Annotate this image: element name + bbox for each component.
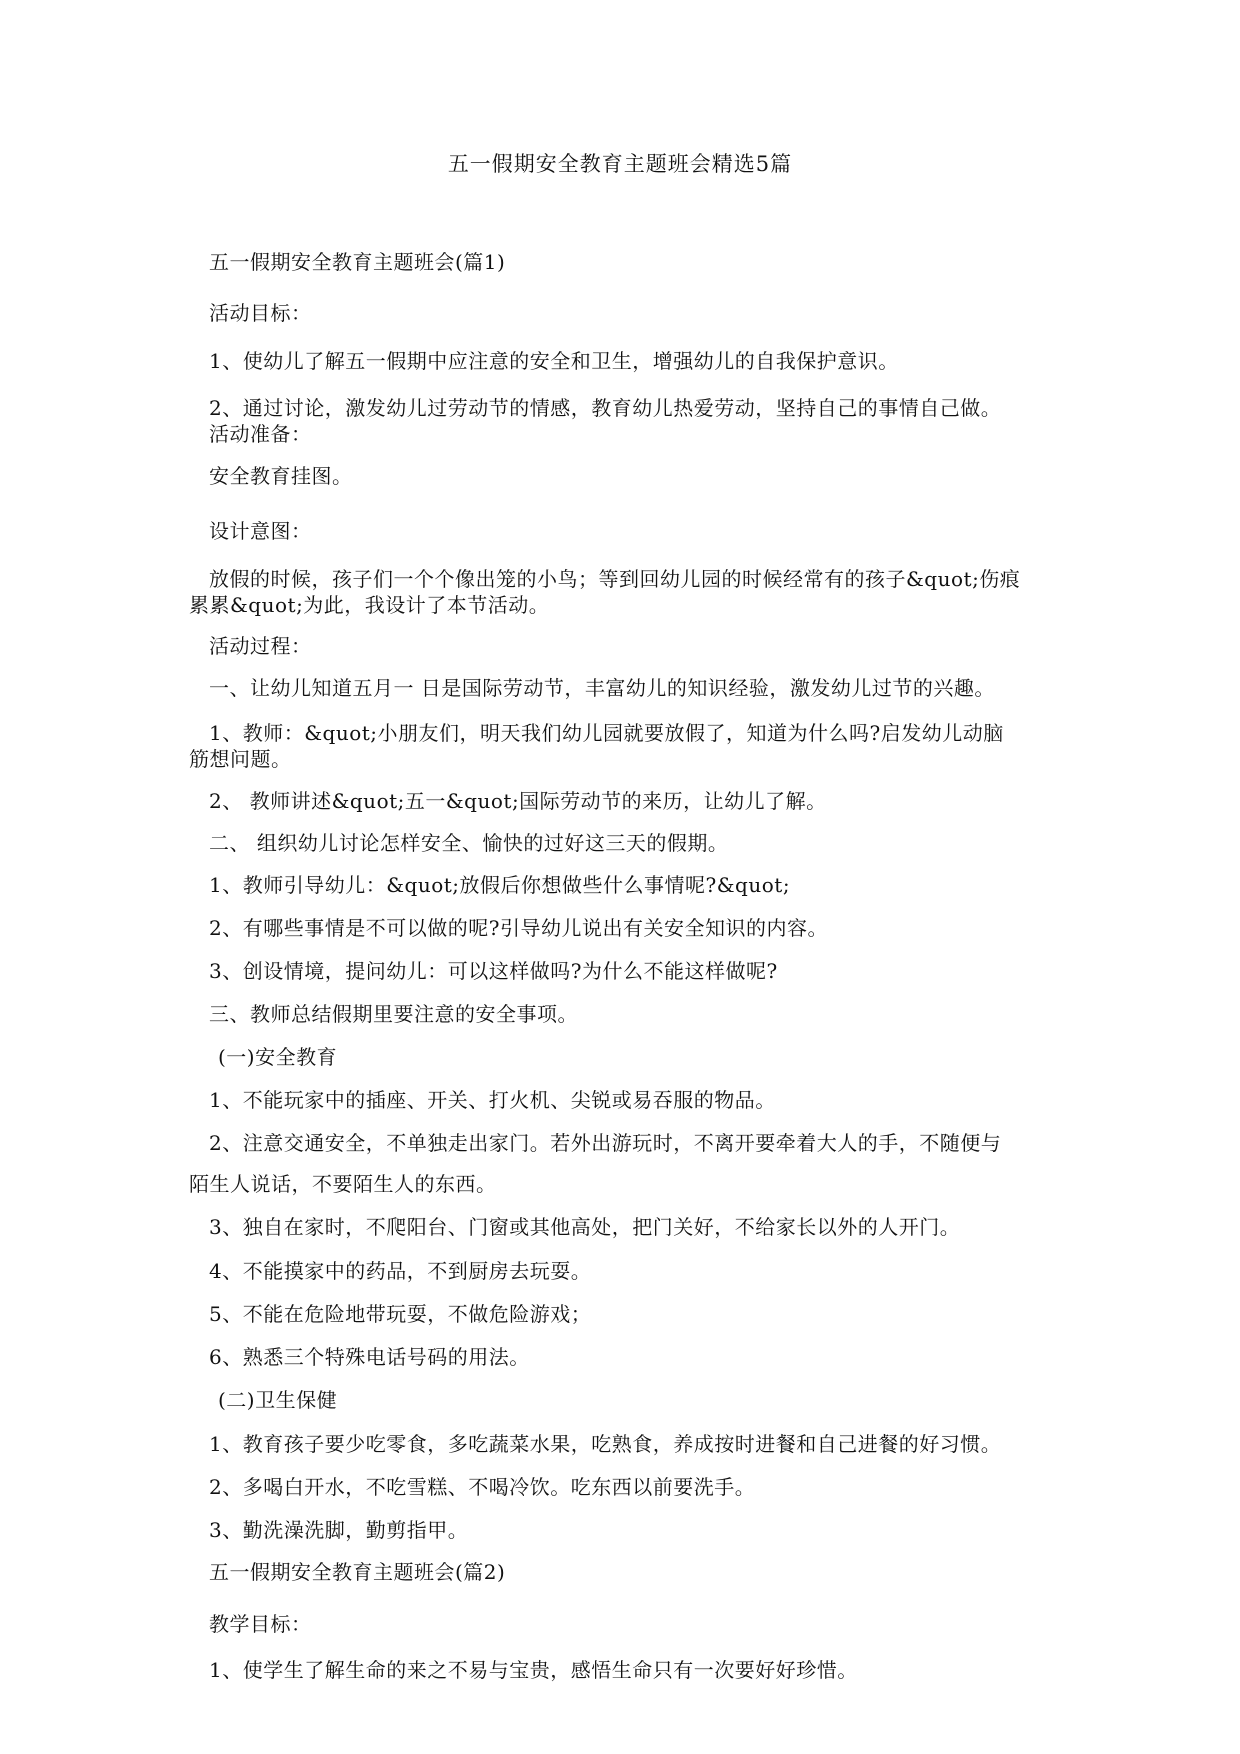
paragraph-line: 活动准备： xyxy=(209,422,312,446)
paragraph-line: 2、通过讨论，激发幼儿过劳动节的情感，教育幼儿热爱劳动，坚持自己的事情自己做。 xyxy=(209,396,1002,420)
paragraph-line: 2、 教师讲述&quot;五一&quot;国际劳动节的来历，让幼儿了解。 xyxy=(209,789,827,813)
paragraph-line: 3、独自在家时，不爬阳台、门窗或其他高处，把门关好，不给家长以外的人开门。 xyxy=(209,1215,961,1239)
paragraph-line: 1、不能玩家中的插座、开关、打火机、尖锐或易吞服的物品。 xyxy=(209,1088,776,1112)
paragraph-line: 2、多喝白开水，不吃雪糕、不喝冷饮。吃东西以前要洗手。 xyxy=(209,1475,756,1499)
paragraph-line: 3、勤洗澡洗脚，勤剪指甲。 xyxy=(209,1518,469,1542)
paragraph-line: 二、 组织幼儿讨论怎样安全、愉快的过好这三天的假期。 xyxy=(209,831,729,855)
paragraph-line: 1、教师：&quot;小朋友们，明天我们幼儿园就要放假了，知道为什么吗?启发幼儿动脑 xyxy=(209,721,1004,745)
paragraph-line: 5、不能在危险地带玩耍，不做危险游戏； xyxy=(209,1302,592,1326)
paragraph-line: 1、教师引导幼儿：&quot;放假后你想做些什么事情呢?&quot; xyxy=(209,873,791,897)
subsection-heading: (二)卫生保健 xyxy=(218,1388,338,1412)
section-heading-1: 五一假期安全教育主题班会(篇1) xyxy=(209,250,506,274)
paragraph-line: 活动过程： xyxy=(209,634,312,658)
paragraph-line: 放假的时候，孩子们一个个像出笼的小鸟；等到回幼儿园的时候经常有的孩子&quot;伤痕 xyxy=(209,567,1021,591)
paragraph-line: 累累&quot;为此，我设计了本节活动。 xyxy=(189,593,550,617)
paragraph-line: 3、创设情境，提问幼儿：可以这样做吗?为什么不能这样做呢? xyxy=(209,959,778,983)
paragraph-line: 筋想问题。 xyxy=(189,747,292,771)
paragraph-line: 三、教师总结假期里要注意的安全事项。 xyxy=(209,1002,578,1026)
paragraph-line: 一、让幼儿知道五月一 日是国际劳动节，丰富幼儿的知识经验，激发幼儿过节的兴趣。 xyxy=(209,676,995,700)
paragraph-line: 陌生人说话，不要陌生人的东西。 xyxy=(189,1172,497,1196)
paragraph-line: 活动目标： xyxy=(209,301,312,325)
paragraph-line: 1、使幼儿了解五一假期中应注意的安全和卫生，增强幼儿的自我保护意识。 xyxy=(209,349,899,373)
paragraph-line: 4、不能摸家中的药品，不到厨房去玩耍。 xyxy=(209,1259,592,1283)
paragraph-line: 2、注意交通安全，不单独走出家门。若外出游玩时，不离开要牵着大人的手，不随便与 xyxy=(209,1131,1002,1155)
paragraph-line: 设计意图： xyxy=(209,519,312,543)
section-heading-2: 五一假期安全教育主题班会(篇2) xyxy=(209,1560,506,1584)
paragraph-line: 2、有哪些事情是不可以做的呢?引导幼儿说出有关安全知识的内容。 xyxy=(209,916,828,940)
paragraph-line: 安全教育挂图。 xyxy=(209,464,353,488)
paragraph-line: 教学目标： xyxy=(209,1612,312,1636)
paragraph-line: 1、使学生了解生命的来之不易与宝贵，感悟生命只有一次要好好珍惜。 xyxy=(209,1658,858,1682)
document-title: 五一假期安全教育主题班会精选5篇 xyxy=(447,152,793,176)
paragraph-line: 1、教育孩子要少吃零食，多吃蔬菜水果，吃熟食，养成按时进餐和自己进餐的好习惯。 xyxy=(209,1432,1002,1456)
paragraph-line: 6、熟悉三个特殊电话号码的用法。 xyxy=(209,1345,530,1369)
subsection-heading: (一)安全教育 xyxy=(218,1045,338,1069)
